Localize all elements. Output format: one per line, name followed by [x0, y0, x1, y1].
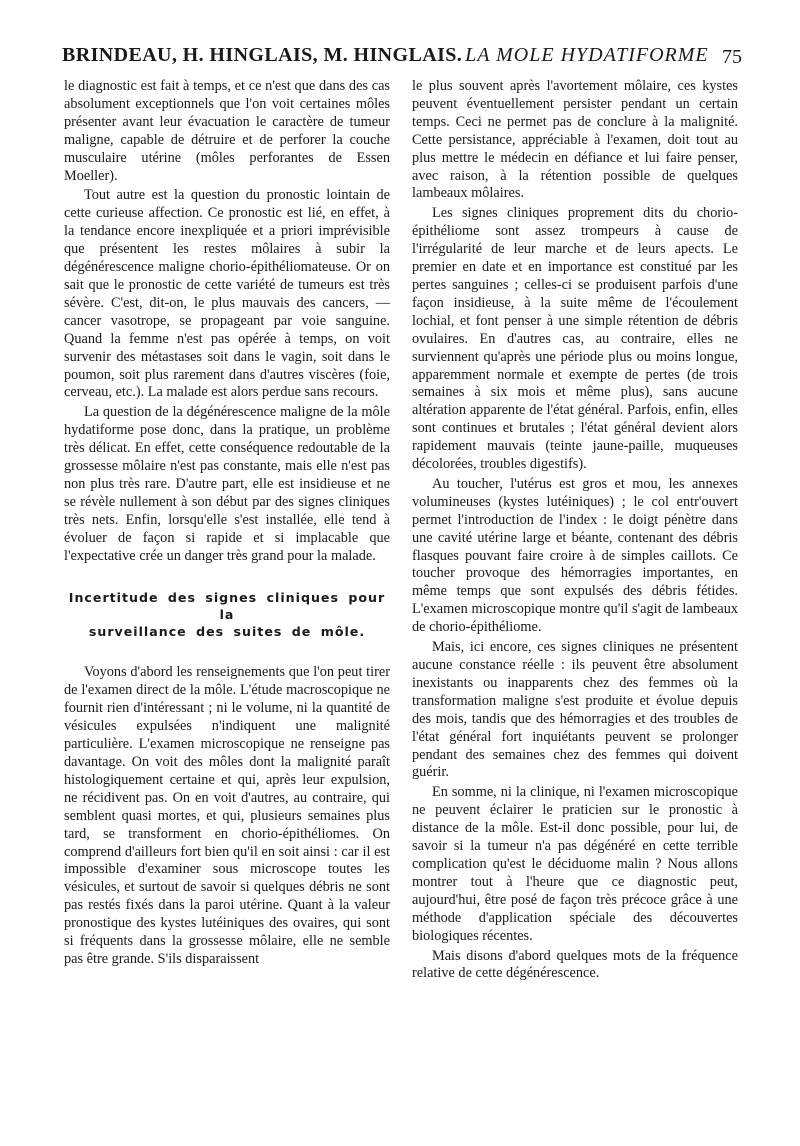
paragraph: En somme, ni la clinique, ni l'examen microscopique ne peuvent éclairer le praticien sur le pronostic à distance de la môle. Est-il donc possible, pour lui, de savoir si la tumeur n'a pas dégénéré en cette terrible complication qu'est le déciduome malin ? Nous allons montrer tout à l'heure que ce diagnostic peut, aujourd'hui, être posé de façon très précoce grâce à une méthode d'application spéciale des découvertes biologiques récentes.	[412, 784, 738, 944]
paragraph: Les signes cliniques proprement dits du chorio-épithéliome sont assez trompeurs à cause de l'irrégularité de leur marche et de leurs apects. Le premier en date et en importance est constitué par les pertes sanguines ; celles-ci se produisent parfois d'une façon insidieuse, à la suite même de l'écoulement lochial, et font penser à une simple rétention de débris ovulaires. En d'autres cas, au contraire, elles ne surviennent qu'après une période plus ou moins longue, apparemment normale et exempte de pertes (de trois semaines à six mois et même plus), sans aucune altération apparente de l'état général. Parfois, enfin, elles sont continues et brutales ; l'état général devient alors rapidement mauvais (teinte jaune-paille, muqueuses décolorées, troubles digestifs).	[412, 205, 738, 473]
paragraph: le diagnostic est fait à temps, et ce n'est que dans des cas absolument exceptionnels que l'on voit certaines môles présenter avant leur évacuation le caractère de tumeur maligne, capable de détruire et de perforer la couche musculaire utérine (môles perforantes de Essen Moeller).	[64, 78, 390, 184]
paragraph: La question de la dégénérescence maligne de la môle hydatiforme pose donc, dans la pratique, un problème très délicat. En effet, cette conséquence redoutable de la grossesse môlaire n'est pas constante, mais elle n'est pas non plus très rare. D'autre part, elle est insidieuse et ne se révèle nullement à son début par des signes cliniques très nets. Enfin, lorsqu'elle s'est installée, elle tend à évoluer de façon si rapide et si implacable que l'expectative crée un danger très grand pour la malade.	[64, 404, 390, 564]
section-heading-line: surveillance des suites de môle.	[88, 624, 366, 640]
section-heading-line: Incertitude des signes cliniques pour la	[68, 590, 386, 623]
paragraph: Voyons d'abord les renseignements que l'on peut tirer de l'examen direct de la môle. L'étude macroscopique ne fournit rien d'intéressant ; ni le volume, ni la quantité de vésicules expulsées n'indiquent une malignité particulière. L'examen microscopique ne renseigne pas davantage. On voit des môles dont la malignité paraît histologiquement certaine et qui, après leur expulsion, ne récidivent pas. On en voit d'autres, au contraire, qui semblent quasi mortes, et qui, plusieurs semaines plus tard, se transforment en chorio-épithéliomes. On comprend d'ailleurs fort bien qu'il en soit ainsi : car il est impossible d'examiner sous microscope toutes les vésicules, et surtout de savoir si quelques débris ne sont pas restés fixés dans la paroi utérine. Quant à la valeur pronostique des kystes lutéiniques des ovaires, qui sont si fréquents dans la grossesse môlaire, elle ne semble pas être grande. S'ils disparaissent	[64, 664, 390, 967]
paragraph: Mais, ici encore, ces signes cliniques ne présentent aucune constance réelle : ils peuvent être absolument inexistants ou inapparents chez des femmes où la transformation maligne s'est produite et évolue depuis des mois, tandis que des hémorragies et des troubles de l'état général fort inquiétants peuvent se prolonger pendant des semaines chez des femmes qui doivent guérir.	[412, 639, 738, 781]
header-authors-line	[62, 44, 709, 67]
header-title: LA MOLE HYDATIFORME	[465, 44, 709, 66]
left-column	[64, 78, 390, 971]
right-column	[412, 78, 738, 985]
running-header	[62, 44, 742, 78]
paragraph: le plus souvent après l'avortement môlaire, ces kystes peuvent éventuellement persister pendant un certain temps. Ceci ne permet pas de conclure à la malignité. Cette persistance, appréciable à l'examen, doit tout au plus mettre le médecin en défiance et lui faire penser, avec raison, à la rétention possible de quelques lambeaux môlaires.	[412, 78, 738, 202]
paragraph: Tout autre est la question du pronostic lointain de cette curieuse affection. Ce pronostic est lié, en effet, à la tendance encore inexpliquée et a priori imprévisible que présentent les restes môlaires à subir la dégénérescence maligne chorio-épithéliomateuse. Or on sait que le pronostic de cette variété de tumeurs est très sévère. C'est, dit-on, le plus mauvais des cancers, — cancer vasotrope, se propageant par voie sanguine. Quand la femme n'est pas opérée à temps, on voit survenir des métastases soit dans le vagin, soit dans le poumon, soit plus rarement dans d'autres viscères (foie, cerveau, etc.). La malade est alors perdue sans recours.	[64, 187, 390, 401]
section-heading	[64, 589, 390, 640]
paragraph: Mais disons d'abord quelques mots de la fréquence relative de cette dégénérescence.	[412, 947, 738, 982]
header-authors: BRINDEAU, H. HINGLAIS, M. HINGLAIS.	[62, 44, 463, 66]
page-number: 75	[722, 46, 742, 68]
paragraph: Au toucher, l'utérus est gros et mou, les annexes volumineuses (kystes lutéiniques) ; le col entr'ouvert permet l'introduction de l'index : le doigt pénètre dans une cavité utérine large et béante, contenant des débris flasques pouvant faire croire à de simples caillots. Ce toucher provoque des hémorragies importantes, en même temps que sont expulsés des débris fétides. L'examen microscopique montre qu'il s'agit de lambeaux de chorio-épithéliome.	[412, 475, 738, 636]
